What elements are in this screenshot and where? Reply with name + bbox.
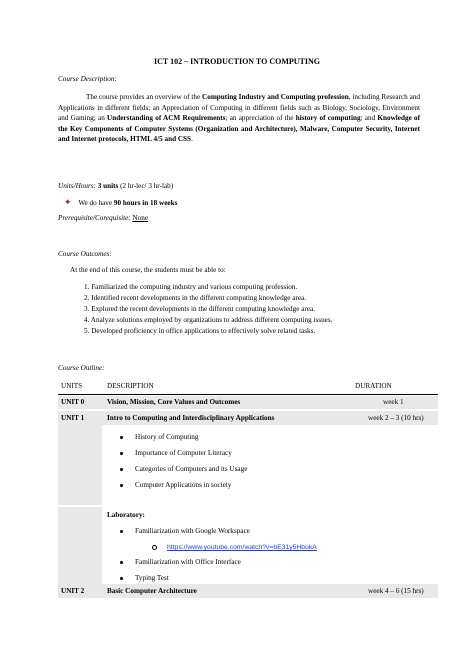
- header-rule: [58, 394, 438, 395]
- description-segment: Computing Industry and Computing profession: [202, 93, 349, 101]
- unit2-title: Basic Computer Architecture: [107, 587, 197, 595]
- lab-item: [120, 574, 169, 582]
- outcome-item: 4. Analyze solutions employed by organizations to address different computing issues.: [84, 316, 333, 324]
- hollow-bullet-icon: [152, 545, 157, 550]
- description-segment: ; and: [360, 114, 378, 123]
- hours-note-bold: 90 hours in 18 weeks: [113, 199, 178, 207]
- lab-item-text: Familiarization with Office Interface: [135, 558, 241, 566]
- lab-item-text: Typing Test: [135, 574, 169, 582]
- lab-item-text: Familiarization with Google Workspace: [135, 527, 250, 535]
- course-outcomes-heading: Course Outcomes:: [58, 250, 112, 258]
- course-description-body: [58, 92, 420, 145]
- unit1-topic: [120, 449, 232, 457]
- bullet-icon: [120, 468, 123, 471]
- bullet-icon: [120, 577, 123, 580]
- header-description: DESCRIPTION: [107, 382, 154, 390]
- header-duration: DURATION: [355, 382, 392, 390]
- description-segment: Understanding of ACM Requirements: [107, 114, 226, 123]
- unit1-topic-text: History of Computing: [135, 433, 199, 441]
- bullet-icon: [120, 436, 123, 439]
- units-hours-label: Units/Hours:: [58, 182, 96, 190]
- units-value: 3 units: [97, 182, 119, 190]
- unit1-gutter: [58, 425, 102, 505]
- outcome-item: 5. Developed proficiency in office applications to effectively solve related tasks.: [84, 327, 316, 335]
- prerequisite-value: None: [132, 214, 149, 222]
- lab-label: Laboratory:: [107, 511, 145, 519]
- description-segment: , including Research and Applications in different fields; an Appreciation of Computing in different fields such as Biology, Sociology, Environment and Gaming; an: [58, 93, 421, 123]
- unit1-title: Intro to Computing and Interdisciplinary Applications: [107, 414, 275, 422]
- unit1-topic-text: Computer Applications in society: [135, 481, 232, 489]
- hours-note: [64, 197, 177, 208]
- outcome-item: 1. Familiarized the computing industry and various computing profession.: [84, 283, 298, 291]
- prerequisite-label: Prerequisite/Corequisite:: [58, 214, 131, 222]
- outcome-item: 3. Explored the recent developments in the different computing knowledge area.: [84, 305, 315, 313]
- unit2-duration: week 4 – 6 (15 hrs): [368, 587, 424, 595]
- lab-link-row: [152, 543, 317, 551]
- description-segment: .: [191, 135, 193, 144]
- description-segment: history of computing: [295, 114, 361, 123]
- bullet-icon: [120, 530, 123, 533]
- unit1-topic: [120, 465, 247, 473]
- unit0-duration: week 1: [383, 398, 404, 406]
- unit2-label: UNIT 2: [61, 587, 85, 595]
- unit1-duration: week 2 – 3 (10 hrs): [368, 414, 424, 422]
- unit1-topic-text: Categories of Computers and its Usage: [135, 465, 248, 473]
- youtube-link[interactable]: https://www.youtube.com/watch?v=bE31y5HbukA: [167, 544, 317, 551]
- hours-note-prefix: We do have: [78, 199, 114, 207]
- lab-item: [120, 527, 250, 535]
- header-units: UNITS: [61, 382, 83, 390]
- course-description-heading: Course Description:: [58, 75, 117, 83]
- description-segment: Knowledge of the Key Components of Computer Systems (Organization and Architecture), Malware, Computer Security, Internet and Internet protocols, HTML 4/5 and CSS: [58, 114, 420, 144]
- outcomes-intro: At the end of this course, the students must be able to:: [70, 266, 226, 274]
- star-bullet-icon: ✦: [64, 197, 72, 207]
- course-outline-heading: Course Outline:: [58, 364, 105, 372]
- description-segment: ; an appreciation of the: [225, 114, 296, 123]
- unit1-label: UNIT 1: [61, 414, 85, 422]
- prerequisite-line: [58, 214, 148, 222]
- unit1-topic: [120, 481, 231, 489]
- document-title: ICT 102 – INTRODUCTION TO COMPUTING: [153, 57, 321, 66]
- units-detail: (2 hr-lec/ 3 hr-lab): [120, 182, 174, 190]
- unit0-label: UNIT 0: [61, 398, 85, 406]
- unit1-topic: [120, 433, 199, 441]
- bullet-icon: [120, 452, 123, 455]
- bullet-icon: [120, 484, 123, 487]
- unit1-topic-text: Importance of Computer Literacy: [135, 449, 232, 457]
- lab-item: [120, 558, 241, 566]
- description-segment: The course provides an overview of the: [86, 93, 203, 101]
- lab-gutter: [58, 507, 102, 587]
- outcome-item: 2. Identified recent developments in the different computing knowledge area.: [84, 294, 307, 302]
- unit0-title: Vision, Mission, Core Values and Outcomes: [107, 398, 241, 406]
- outcomes-list: [84, 283, 424, 343]
- units-hours-line: [58, 182, 173, 190]
- bullet-icon: [120, 561, 123, 564]
